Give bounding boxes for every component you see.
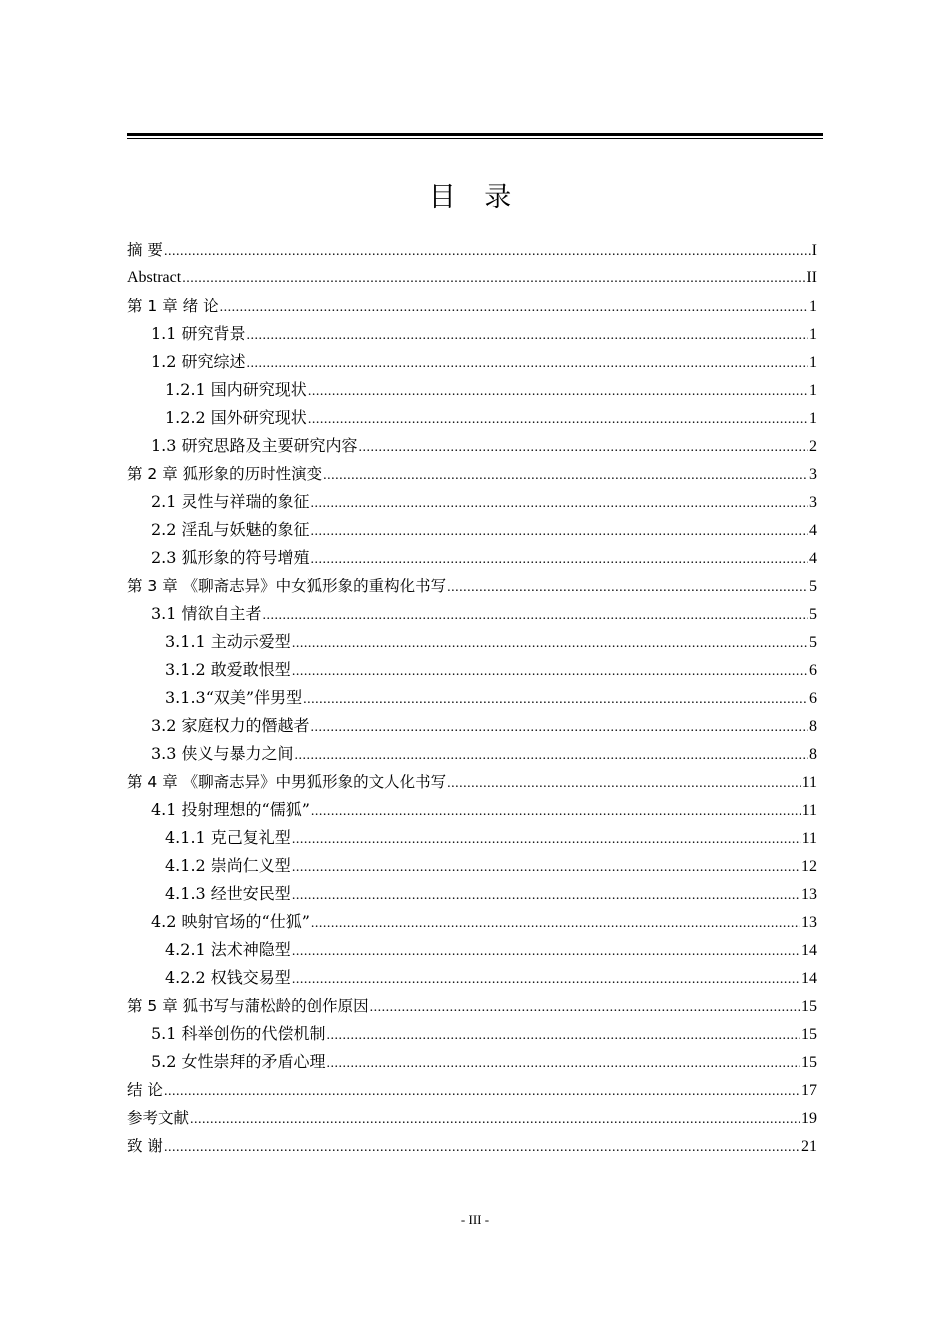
toc-entry-page: 15 [801,1054,817,1071]
toc-entry-page: 17 [801,1082,817,1099]
toc-dot-leader [311,796,801,826]
toc-dot-leader [292,852,800,882]
toc-entry[interactable] [127,824,817,852]
toc-entry[interactable] [127,460,817,488]
toc-entry-page: 1 [809,382,817,399]
toc-entry-page: 2 [809,438,817,455]
toc-entry-page: 1 [809,410,817,427]
toc-entry-label: 4.1 投射理想的“儒狐” [151,800,310,819]
toc-entry-page: 1 [809,326,817,343]
toc-entry-label: 3.1.2 敢爱敢恨型 [165,660,291,679]
toc-entry-label: 第 1 章 绪 论 [127,297,219,315]
toc-entry-page: 4 [809,550,817,567]
toc-entry-page: 1 [809,298,817,315]
toc-dot-leader [327,1048,800,1078]
toc-dot-leader [292,628,808,658]
toc-entry[interactable] [127,404,817,432]
toc-entry[interactable] [127,936,817,964]
toc-entry-label: 第 3 章 《聊斋志异》中女狐形象的重构化书写 [127,577,447,595]
toc-entry[interactable] [127,992,817,1020]
toc-entry-label: 3.3 侠义与暴力之间 [151,744,294,763]
toc-entry[interactable] [127,376,817,404]
toc-entry-label: 3.1.1 主动示爱型 [165,632,291,651]
toc-entry[interactable] [127,1104,817,1132]
toc-entry-page: 13 [801,886,817,903]
toc-entry[interactable] [127,796,817,824]
toc-entry-label: 1.3 研究思路及主要研究内容 [151,436,358,455]
toc-entry-label: 5.1 科举创伤的代偿机制 [151,1024,326,1043]
toc-entry[interactable] [127,572,817,600]
toc-entry-page: 19 [801,1110,817,1127]
toc-entry-label: 1.1 研究背景 [151,324,246,343]
toc-entry-page: 5 [809,578,817,595]
toc-entry[interactable] [127,628,817,656]
toc-entry-page: 6 [809,662,817,679]
toc-entry-page: 4 [809,522,817,539]
toc-entry[interactable] [127,488,817,516]
toc-entry-label: 致 谢 [127,1137,163,1155]
toc-entry[interactable] [127,516,817,544]
toc-entry-label: 4.2 映射官场的“仕狐” [151,912,310,931]
toc-dot-leader [311,516,808,546]
toc-entry-page: 1 [809,354,817,371]
toc-entry[interactable] [127,1020,817,1048]
toc-entry[interactable] [127,740,817,768]
toc-entry-page: 14 [801,970,817,987]
toc-dot-leader [308,404,808,434]
toc-entry-page: 5 [809,634,817,651]
toc-entry-page: 13 [801,914,817,931]
toc-dot-leader [247,320,808,350]
toc-entry-label: 4.1.1 克己复礼型 [165,828,291,847]
toc-entry-page: 15 [801,1026,817,1043]
toc-entry-page: 21 [801,1138,817,1155]
page-number-footer: - III - [460,1212,490,1227]
toc-dot-leader [447,572,808,602]
toc-entry-label: 2.1 灵性与祥瑞的象征 [151,492,310,511]
toc-entry-label: 结 论 [127,1081,163,1099]
toc-entry-page: I [811,242,817,259]
toc-entry[interactable] [127,544,817,572]
toc-entry-label: 参考文献 [127,1109,190,1127]
toc-entry-label: 3.1.3“双美”伴男型 [165,688,303,707]
toc-entry-page: 8 [809,746,817,763]
toc-entry-page: 12 [801,858,817,875]
toc-dot-leader [164,1132,800,1162]
toc-entry-label: 第 2 章 狐形象的历时性演变 [127,465,323,483]
toc-entry-label: 2.2 淫乱与妖魅的象征 [151,520,310,539]
toc-entry-page: 11 [801,802,817,819]
toc-entry[interactable] [127,964,817,992]
toc-entry[interactable] [127,880,817,908]
toc-entry-page: 3 [809,466,817,483]
toc-entry-page: 6 [809,690,817,707]
toc-entry-page: 5 [809,606,817,623]
toc-entry[interactable] [127,348,817,376]
toc-dot-leader [292,880,800,910]
toc-entry[interactable] [127,852,817,880]
toc-entry[interactable] [127,1076,817,1104]
toc-entry-label: 1.2.2 国外研究现状 [165,408,307,427]
toc-dot-leader [311,908,800,938]
toc-entry-label: 摘 要 [127,241,163,259]
toc-dot-leader [303,684,808,714]
header-rule-thin [127,138,823,139]
toc-dot-leader [292,656,808,686]
toc-entry[interactable] [127,1132,817,1160]
toc-entry-label: 第 4 章 《聊斋志异》中男狐形象的文人化书写 [127,773,447,791]
toc-entry[interactable] [127,908,817,936]
toc-entry[interactable] [127,768,817,796]
toc-entry-page: II [806,269,817,286]
toc-entry[interactable] [127,236,817,264]
toc-dot-leader [295,740,808,770]
toc-dot-leader [311,544,808,574]
toc-entry[interactable] [127,600,817,628]
page-title: 目 录 [428,182,522,213]
toc-entry-label: 3.1 情欲自主者 [151,604,262,623]
toc-dot-leader [311,712,808,742]
toc-entry-label: 4.2.1 法术神隐型 [165,940,291,959]
toc-dot-leader [327,1020,800,1050]
toc-dot-leader [292,936,800,966]
toc-entry[interactable] [127,320,817,348]
table-of-contents [127,236,817,1160]
toc-entry-label: 4.1.2 崇尚仁义型 [165,856,291,875]
toc-dot-leader [292,824,801,854]
toc-entry-label: 2.3 狐形象的符号增殖 [151,548,310,567]
toc-dot-leader [164,236,811,266]
toc-dot-leader [447,768,800,798]
toc-dot-leader [164,1076,800,1106]
toc-dot-leader [370,992,800,1022]
toc-dot-leader [220,292,808,322]
toc-entry-label: 1.2.1 国内研究现状 [165,380,307,399]
header-rule-thick [127,133,823,136]
toc-entry[interactable] [127,656,817,684]
toc-entry-page: 8 [809,718,817,735]
toc-dot-leader [190,1104,800,1134]
toc-dot-leader [311,488,808,518]
toc-entry-page: 15 [801,998,817,1015]
toc-dot-leader [292,964,800,994]
toc-entry-page: 3 [809,494,817,511]
toc-entry[interactable] [127,292,817,320]
toc-entry-label: 4.1.3 经世安民型 [165,884,291,903]
toc-dot-leader [182,264,805,293]
toc-entry-label: 第 5 章 狐书写与蒲松龄的创作原因 [127,997,369,1015]
toc-entry-label: Abstract [127,269,182,286]
toc-entry-label: 1.2 研究综述 [151,352,246,371]
toc-entry[interactable] [127,264,817,292]
toc-dot-leader [247,348,808,378]
toc-entry-page: 14 [801,942,817,959]
toc-entry[interactable] [127,432,817,460]
toc-dot-leader [308,376,808,406]
toc-entry-label: 4.2.2 权钱交易型 [165,968,291,987]
toc-dot-leader [323,460,808,490]
toc-entry[interactable] [127,684,817,712]
toc-entry-page: 11 [801,830,817,847]
toc-entry-page: 11 [801,774,817,791]
toc-entry-label: 5.2 女性崇拜的矛盾心理 [151,1052,326,1071]
toc-entry-label: 3.2 家庭权力的僭越者 [151,716,310,735]
toc-dot-leader [359,432,808,462]
toc-dot-leader [263,600,808,630]
toc-entry[interactable] [127,1048,817,1076]
toc-entry[interactable] [127,712,817,740]
